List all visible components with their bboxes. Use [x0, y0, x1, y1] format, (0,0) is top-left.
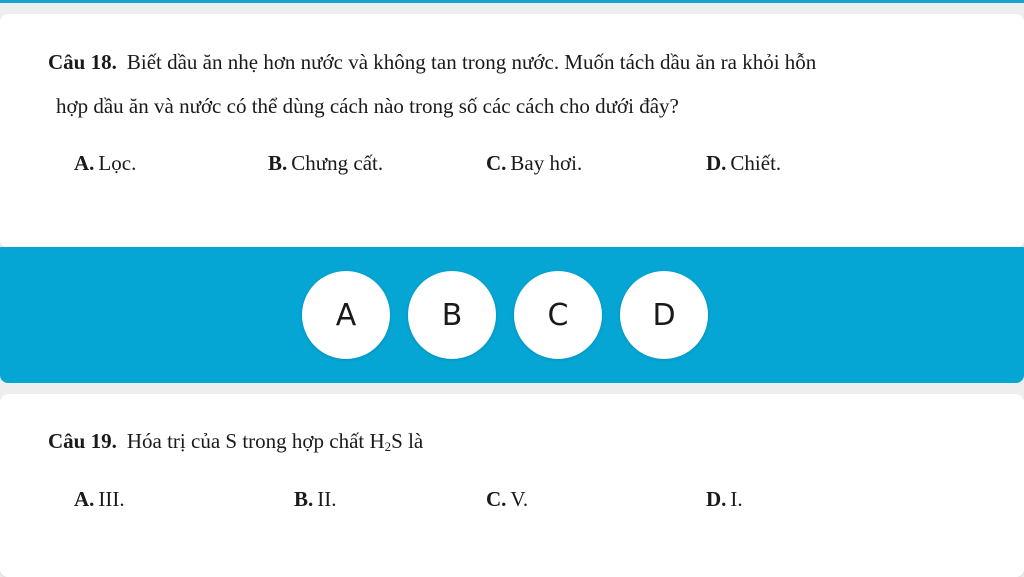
question-19-option-d	[706, 486, 743, 512]
question-18-option-c	[486, 150, 582, 176]
question-19-card	[0, 394, 1024, 577]
option-letter: D.	[706, 487, 727, 511]
answer-selection-band	[0, 247, 1024, 383]
question-18-option-b	[268, 150, 383, 176]
option-letter: B.	[294, 487, 314, 511]
answer-button-a[interactable]: A	[302, 271, 390, 359]
option-letter: A.	[74, 487, 95, 511]
question-19-option-b	[294, 486, 337, 512]
question-18-text-line-2: hợp dầu ăn và nước có thể dùng cách nào trong số các cách cho dưới đây?	[56, 94, 679, 118]
question-19-line	[48, 428, 423, 460]
answer-button-c[interactable]: C	[514, 271, 602, 359]
option-text: I.	[730, 487, 743, 511]
question-18-option-d	[706, 150, 781, 176]
question-18-line-1	[48, 49, 816, 75]
option-text: Bay hơi.	[510, 151, 583, 175]
option-text: II.	[317, 487, 337, 511]
option-text: Lọc.	[98, 151, 137, 175]
option-letter: B.	[268, 151, 288, 175]
question-18-number: Câu 18.	[48, 50, 117, 74]
option-letter: A.	[74, 151, 95, 175]
option-text: Chiết.	[730, 151, 782, 175]
question-18-text-line-1: Biết dầu ăn nhẹ hơn nước và không tan trong nước. Muốn tách dầu ăn ra khỏi hỗn	[126, 50, 817, 74]
option-letter: C.	[486, 151, 507, 175]
question-19-option-a	[74, 486, 125, 512]
question-19-number: Câu 19.	[48, 429, 117, 453]
option-text: Chưng cất.	[291, 151, 384, 175]
question-19-text-after: S là	[391, 429, 424, 453]
answer-button-b[interactable]: B	[408, 271, 496, 359]
question-19-option-c	[486, 486, 528, 512]
answer-button-d[interactable]: D	[620, 271, 708, 359]
question-19-subscript: 2	[384, 439, 392, 454]
top-accent-strip	[0, 0, 1024, 3]
question-18-option-a	[74, 150, 136, 176]
option-letter: C.	[486, 487, 507, 511]
option-text: III.	[98, 487, 125, 511]
question-19-text-before: Hóa trị của S trong hợp chất H	[126, 429, 385, 453]
option-text: V.	[510, 487, 529, 511]
option-letter: D.	[706, 151, 727, 175]
question-18-card	[0, 14, 1024, 248]
